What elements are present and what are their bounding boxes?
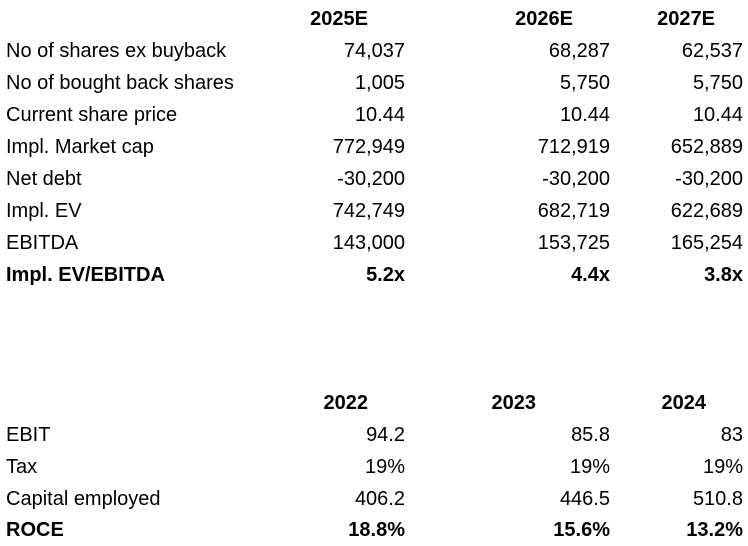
row-impl-market-cap: [0, 131, 748, 163]
cell-2023: 85.8: [571, 424, 610, 446]
cell-2022: 94.2: [366, 424, 405, 446]
row-ebitda: [0, 227, 748, 259]
cell-2026e: 68,287: [548, 40, 610, 62]
cell-2025e: -30,200: [337, 168, 405, 190]
cell-2026e: 5,750: [559, 72, 610, 94]
cell-2027e: 165,254: [670, 232, 743, 254]
row-label: No of bought back shares: [6, 72, 234, 94]
cell-2027e: -30,200: [675, 168, 743, 190]
cell-2027e: 3.8x: [704, 264, 743, 286]
cell-2025e: 772,949: [332, 136, 405, 158]
row-net-debt: [0, 163, 748, 195]
row-label: Impl. EV/EBITDA: [6, 264, 165, 286]
cell-2024: 13.2%: [686, 519, 743, 541]
header-2027e: 2027E: [657, 8, 715, 30]
roce-header-row: [0, 387, 748, 419]
header-2024: 2024: [661, 392, 706, 414]
cell-2022: 18.8%: [348, 519, 405, 541]
cell-2022: 406.2: [354, 488, 405, 510]
row-impl-ev-ebitda: [0, 259, 748, 291]
cell-2027e: 5,750: [692, 72, 743, 94]
cell-2025e: 742,749: [332, 200, 405, 222]
cell-2023: 19%: [569, 456, 610, 478]
row-tax: [0, 451, 748, 483]
cell-2026e: 153,725: [537, 232, 610, 254]
row-label: ROCE: [6, 519, 64, 541]
cell-2023: 15.6%: [553, 519, 610, 541]
row-label: Tax: [6, 456, 38, 478]
row-label: Current share price: [6, 104, 178, 126]
row-label: Impl. EV: [6, 200, 82, 222]
cell-2022: 19%: [364, 456, 405, 478]
cell-2026e: 682,719: [537, 200, 610, 222]
cell-2025e: 74,037: [343, 40, 405, 62]
cell-2027e: 622,689: [670, 200, 743, 222]
cell-2025e: 10.44: [354, 104, 405, 126]
cell-2026e: 712,919: [537, 136, 610, 158]
row-shares-ex-buyback: [0, 35, 748, 67]
cell-2027e: 62,537: [681, 40, 743, 62]
cell-2024: 19%: [702, 456, 743, 478]
cell-2023: 446.5: [559, 488, 610, 510]
valuation-header-row: [0, 3, 748, 35]
row-label: EBITDA: [6, 232, 79, 254]
cell-2024: 83: [720, 424, 743, 446]
header-2022: 2022: [323, 392, 368, 414]
header-2026e: 2026E: [515, 8, 573, 30]
cell-2025e: 143,000: [332, 232, 405, 254]
row-label: Impl. Market cap: [6, 136, 154, 158]
cell-2026e: -30,200: [542, 168, 610, 190]
cell-2025e: 5.2x: [366, 264, 405, 286]
header-2025e: 2025E: [310, 8, 368, 30]
row-roce: [0, 514, 748, 546]
cell-2026e: 4.4x: [571, 264, 610, 286]
row-capital-employed: [0, 483, 748, 515]
header-2023: 2023: [491, 392, 536, 414]
cell-2025e: 1,005: [354, 72, 405, 94]
cell-2026e: 10.44: [559, 104, 610, 126]
row-label: Net debt: [6, 168, 82, 190]
cell-2027e: 10.44: [692, 104, 743, 126]
row-current-share-price: [0, 99, 748, 131]
cell-2024: 510.8: [692, 488, 743, 510]
row-label: Capital employed: [6, 488, 161, 510]
row-impl-ev: [0, 195, 748, 227]
row-bought-back-shares: [0, 67, 748, 99]
row-label: No of shares ex buyback: [6, 40, 227, 62]
row-label: EBIT: [6, 424, 51, 446]
row-ebit: [0, 419, 748, 451]
cell-2027e: 652,889: [670, 136, 743, 158]
